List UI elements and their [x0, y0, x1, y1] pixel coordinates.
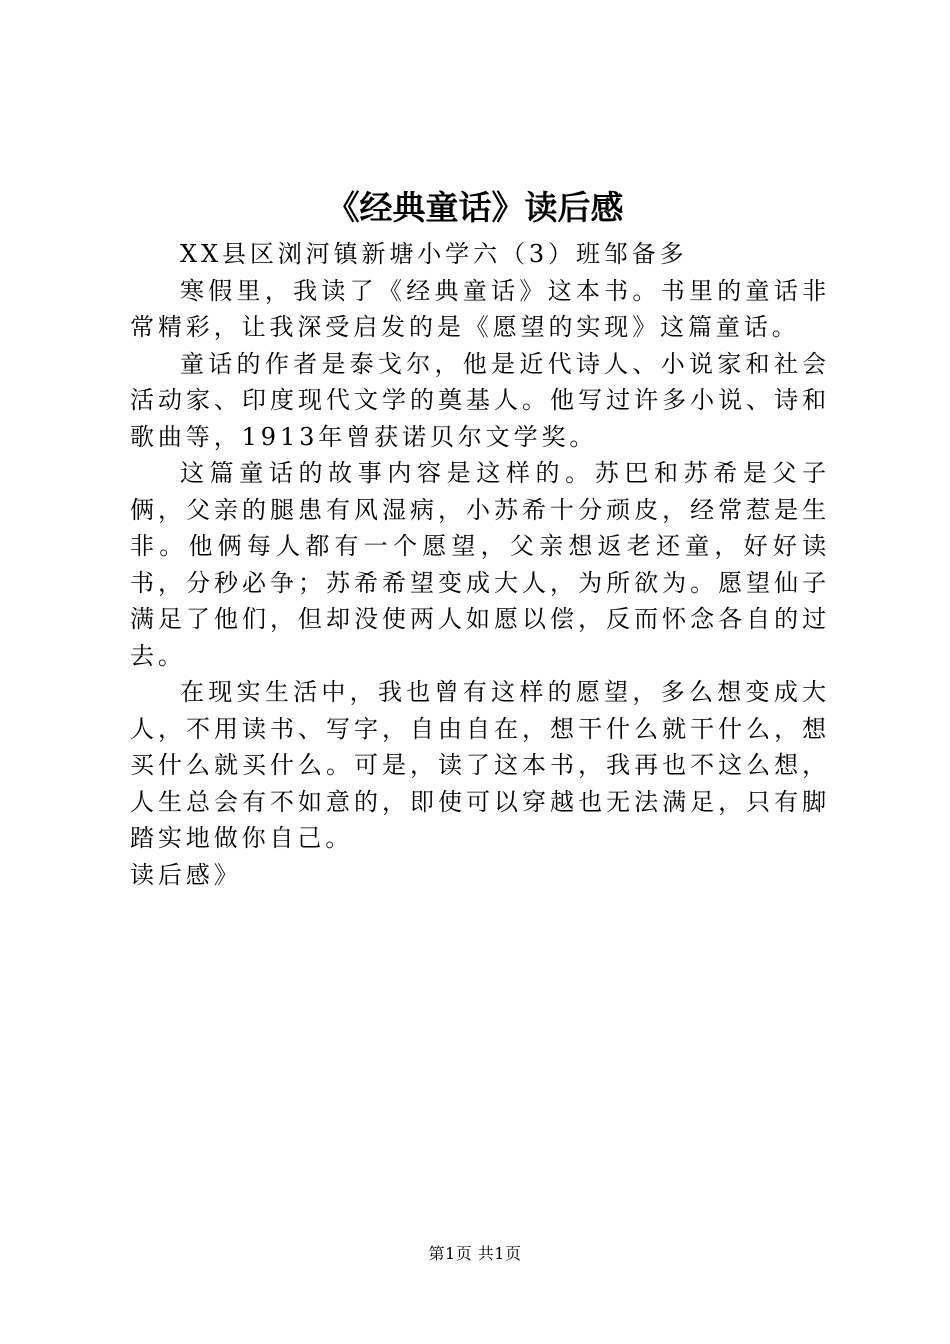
paragraph-4: 在现实生活中，我也曾有这样的愿望，多么想变成大人，不用读书、写字，自由自在，想干什么就干什么，想买什么就买什么。可是，读了这本书，我再也不这么想，人生总会有不如意的，即使可以穿越也无法满足，只有脚踏实地做你自己。	[130, 678, 830, 852]
document-title: 《经典童话》读后感	[326, 188, 624, 227]
document-body	[130, 236, 830, 893]
byline: XX县区浏河镇新塘小学六（3）班邹备多	[180, 240, 688, 268]
page-footer: 第1页 共1页	[428, 1244, 522, 1263]
trailing-text: 读后感》	[130, 860, 242, 889]
paragraph-1: 寒假里，我读了《经典童话》这本书。书里的童话非常精彩，让我深受启发的是《愿望的实现》这篇童话。	[130, 276, 830, 341]
paragraph-3: 这篇童话的故事内容是这样的。苏巴和苏希是父子俩，父亲的腿患有风湿病，小苏希十分顽皮，经常惹是生非。他俩每人都有一个愿望，父亲想返老还童，好好读书，分秒必争；苏希希望变成大人，为所欲为。愿望仙子满足了他们，但却没使两人如愿以偿，反而怀念各自的过去。	[130, 459, 830, 670]
paragraph-2: 童话的作者是泰戈尔，他是近代诗人、小说家和社会活动家、印度现代文学的奠基人。他写过许多小说、诗和歌曲等，1913年曾获诺贝尔文学奖。	[130, 349, 830, 451]
